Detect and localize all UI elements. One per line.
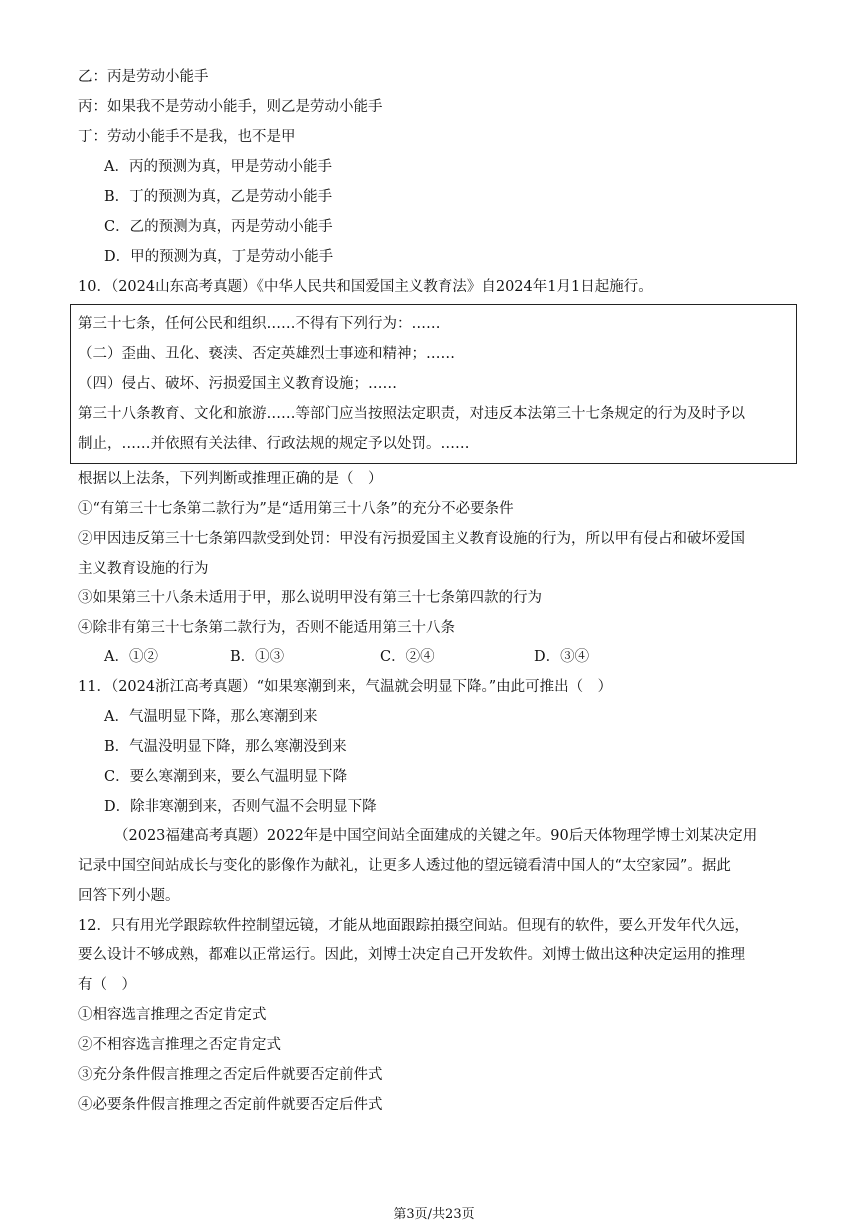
q10-item-1: ①“有第三十七条第二款行为”是“适用第三十八条”的充分不必要条件: [78, 501, 514, 517]
material-line-1: （2023福建高考真题）2022年是中国空间站全面建成的关键之年。90后天体物理学博士刘某决定用: [114, 828, 758, 844]
q9-option-d: D．甲的预测为真，丁是劳动小能手: [104, 249, 334, 265]
q10-stem: 10．（2024山东高考真题）《中华人民共和国爱国主义教育法》自2024年1月1日起施行。: [78, 279, 653, 295]
q10-question: 根据以上法条，下列判断或推理正确的是（ ）: [78, 471, 383, 487]
q11-option-d: D．除非寒潮到来，否则气温不会明显下降: [104, 799, 377, 815]
q9-option-c: C．乙的预测为真，丙是劳动小能手: [104, 219, 333, 235]
q11-option-c: C．要么寒潮到来，要么气温明显下降: [104, 769, 348, 785]
q11-option-b: B．气温没明显下降，那么寒潮没到来: [104, 739, 347, 755]
q10-option-c: C．②④: [380, 649, 435, 665]
q10-item-4: ④除非有第三十七条第二款行为，否则不能适用第三十八条: [78, 620, 455, 636]
q12-stem-3: 有（ ）: [78, 977, 136, 993]
q10-item-3: ③如果第三十八条未适用于甲，那么说明甲没有第三十七条第四款的行为: [78, 590, 542, 606]
q11-option-a: A．气温明显下降，那么寒潮到来: [104, 709, 318, 725]
q10-item-2: ②甲因违反第三十七条第四款受到处罚：甲没有污损爱国主义教育设施的行为，所以甲有侵占和破坏爱国: [78, 531, 745, 547]
statement-bing: 丙：如果我不是劳动小能手，则乙是劳动小能手: [78, 99, 383, 115]
q12-item-1: ①相容选言推理之否定肯定式: [78, 1007, 267, 1023]
q9-option-a: A．丙的预测为真，甲是劳动小能手: [104, 159, 332, 175]
law-line-5: 制止，……并依照有关法律、行政法规的规定予以处罚。……: [78, 436, 470, 452]
law-line-2: （二）歪曲、丑化、亵渎、否定英雄烈士事迹和精神；……: [78, 346, 455, 362]
q10-option-a: A．①②: [104, 649, 158, 665]
q10-options-row: [104, 647, 624, 667]
q12-stem-1: 12．只有用光学跟踪软件控制望远镜，才能从地面跟踪拍摄空间站。但现有的软件，要么开发年代久远，: [78, 918, 749, 934]
q12-stem-2: 要么设计不够成熟，都难以正常运行。因此，刘博士决定自己开发软件。刘博士做出这种决定运用的推理: [78, 947, 745, 963]
q10-option-d: D．③④: [534, 649, 590, 665]
q11-stem: 11．（2024浙江高考真题）“如果寒潮到来，气温就会明显下降。”由此可推出（ ）: [78, 679, 613, 695]
page-footer: 第3页/共23页: [393, 1207, 475, 1222]
q12-item-4: ④必要条件假言推理之否定前件就要否定后件式: [78, 1097, 383, 1113]
q10-item-2-cont: 主义教育设施的行为: [78, 561, 209, 577]
law-line-3: （四）侵占、破坏、污损爱国主义教育设施；……: [78, 376, 397, 392]
q12-item-2: ②不相容选言推理之否定肯定式: [78, 1037, 281, 1053]
law-line-4: 第三十八条教育、文化和旅游……等部门应当按照法定职责，对违反本法第三十七条规定的行为及时予以: [78, 406, 745, 422]
statement-yi: 乙：丙是劳动小能手: [78, 69, 209, 85]
law-line-1: 第三十七条，任何公民和组织……不得有下列行为：……: [78, 316, 441, 332]
material-line-2: 记录中国空间站成长与变化的影像作为献礼，让更多人透过他的望远镜看清中国人的“太空家园”。据此: [78, 858, 731, 874]
statement-ding: 丁：劳动小能手不是我，也不是甲: [78, 129, 296, 145]
q9-option-b: B．丁的预测为真，乙是劳动小能手: [104, 189, 333, 205]
q10-option-b: B．①③: [230, 649, 285, 665]
q12-item-3: ③充分条件假言推理之否定后件就要否定前件式: [78, 1067, 383, 1083]
material-line-3: 回答下列小题。: [78, 888, 180, 904]
